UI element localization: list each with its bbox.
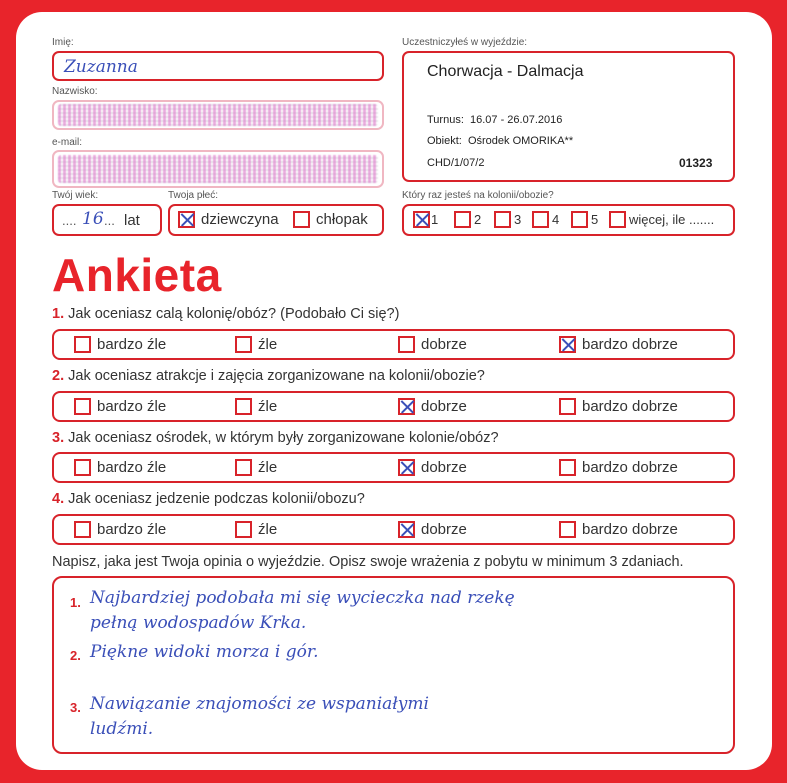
times-checkbox[interactable] xyxy=(413,211,430,228)
opinion-textarea[interactable] xyxy=(52,576,735,754)
q1-checkbox[interactable] xyxy=(398,336,415,353)
opinion-entry-2-num: 2. xyxy=(70,648,81,663)
q4-option-very-bad[interactable]: bardzo źle xyxy=(74,521,166,539)
question-1-options xyxy=(52,329,735,360)
gender-label: Twoja płeć: xyxy=(168,190,219,201)
times-option-2[interactable]: 2 xyxy=(454,211,481,229)
age-value: 16 xyxy=(82,209,104,229)
q1-option-very-bad[interactable]: bardzo źle xyxy=(74,336,166,354)
q3-option-good[interactable]: dobrze xyxy=(398,459,467,477)
name-label: Imię: xyxy=(52,37,74,48)
name-value: Zuzanna xyxy=(64,57,138,77)
trip-label: Uczestniczyłeś w wyjeździe: xyxy=(402,37,528,48)
q1-option-very-good[interactable]: bardzo dobrze xyxy=(559,336,678,354)
gender-option-boy[interactable] xyxy=(293,211,368,229)
gender-option-label: chłopak xyxy=(316,211,368,229)
trip-turnus: Turnus: 16.07 - 26.07.2016 xyxy=(427,114,563,126)
question-1-title: 1. Jak oceniasz calą kolonię/obóz? (Podobało Ci się?) xyxy=(52,306,400,322)
age-unit: lat xyxy=(124,212,140,229)
q3-option-bad[interactable]: źle xyxy=(235,459,277,477)
times-option-1[interactable]: 1 xyxy=(413,211,438,229)
q3-checkbox[interactable] xyxy=(74,459,91,476)
q4-checkbox[interactable] xyxy=(398,521,415,538)
times-option-more[interactable]: więcej, ile ....... xyxy=(609,211,714,229)
times-option-3[interactable]: 3 xyxy=(494,211,521,229)
opinion-entry-3-line-1: Nawiązanie znajomości ze wspaniałymi xyxy=(90,694,429,714)
q2-checkbox[interactable] xyxy=(74,398,91,415)
q2-option-good[interactable]: dobrze xyxy=(398,398,467,416)
trip-code: CHD/1/07/2 xyxy=(427,157,485,169)
email-field[interactable] xyxy=(52,150,384,188)
trip-title: Chorwacja - Dalmacja xyxy=(427,63,584,80)
trip-obiekt: Obiekt: Ośrodek OMORIKA** xyxy=(427,135,574,147)
survey-title: Ankieta xyxy=(52,249,222,301)
q3-checkbox[interactable] xyxy=(398,459,415,476)
q3-option-very-good[interactable]: bardzo dobrze xyxy=(559,459,678,477)
surname-redaction xyxy=(58,104,378,126)
q2-checkbox[interactable] xyxy=(559,398,576,415)
times-checkbox[interactable] xyxy=(454,211,471,228)
q4-option-very-good[interactable]: bardzo dobrze xyxy=(559,521,678,539)
opinion-prompt: Napisz, jaka jest Twoja opinia o wyjeździe. Opisz swoje wrażenia z pobytu w minimum 3 zdaniach. xyxy=(52,554,684,570)
q4-option-bad[interactable]: źle xyxy=(235,521,277,539)
age-label: Twój wiek: xyxy=(52,190,99,201)
question-4-options xyxy=(52,514,735,545)
q2-option-very-bad[interactable]: bardzo źle xyxy=(74,398,166,416)
age-field[interactable]: .... 16 ... lat xyxy=(52,204,162,236)
times-option-5[interactable]: 5 xyxy=(571,211,598,229)
q1-checkbox[interactable] xyxy=(235,336,252,353)
question-2-title: 2. Jak oceniasz atrakcje i zajęcia zorganizowane na kolonii/obozie? xyxy=(52,368,485,384)
times-option-4[interactable]: 4 xyxy=(532,211,559,229)
q3-checkbox[interactable] xyxy=(235,459,252,476)
q4-checkbox[interactable] xyxy=(235,521,252,538)
opinion-entry-1-num: 1. xyxy=(70,595,81,610)
bottom-border xyxy=(0,770,787,783)
opinion-entry-3-num: 3. xyxy=(70,700,81,715)
surname-field[interactable] xyxy=(52,100,384,130)
opinion-entry-1-line-2: pełną wodospadów Krka. xyxy=(90,613,307,633)
times-checkbox[interactable] xyxy=(494,211,511,228)
q1-option-good[interactable]: dobrze xyxy=(398,336,467,354)
times-checkbox[interactable] xyxy=(609,211,626,228)
times-label: Który raz jesteś na kolonii/obozie? xyxy=(402,190,554,201)
times-field xyxy=(402,204,735,236)
times-checkbox[interactable] xyxy=(532,211,549,228)
q1-checkbox[interactable] xyxy=(559,336,576,353)
question-3-title: 3. Jak oceniasz ośrodek, w którym były zorganizowane kolonie/obóz? xyxy=(52,430,499,446)
q3-option-very-bad[interactable]: bardzo źle xyxy=(74,459,166,477)
trip-info-box xyxy=(402,51,735,182)
email-redaction xyxy=(58,155,378,183)
trip-number: 01323 xyxy=(679,156,713,170)
q4-option-good[interactable]: dobrze xyxy=(398,521,467,539)
q3-checkbox[interactable] xyxy=(559,459,576,476)
question-3-options xyxy=(52,452,735,483)
q2-checkbox[interactable] xyxy=(235,398,252,415)
email-label: e-mail: xyxy=(52,137,83,148)
gender-checkbox-girl[interactable] xyxy=(178,211,195,228)
opinion-entry-1-line-1: Najbardziej podobała mi się wycieczka nad rzekę xyxy=(90,588,515,608)
gender-field xyxy=(168,204,384,236)
q2-option-very-good[interactable]: bardzo dobrze xyxy=(559,398,678,416)
q4-checkbox[interactable] xyxy=(559,521,576,538)
gender-option-girl[interactable] xyxy=(178,211,279,229)
question-2-options xyxy=(52,391,735,422)
opinion-entry-2-line-1: Piękne widoki morza i gór. xyxy=(90,642,319,662)
q2-checkbox[interactable] xyxy=(398,398,415,415)
q4-checkbox[interactable] xyxy=(74,521,91,538)
q1-checkbox[interactable] xyxy=(74,336,91,353)
question-4-title: 4. Jak oceniasz jedzenie podczas kolonii/obozu? xyxy=(52,491,365,507)
q2-option-bad[interactable]: źle xyxy=(235,398,277,416)
opinion-entry-3-line-2: ludźmi. xyxy=(90,719,154,739)
gender-checkbox-boy[interactable] xyxy=(293,211,310,228)
times-checkbox[interactable] xyxy=(571,211,588,228)
gender-option-label: dziewczyna xyxy=(201,211,279,229)
name-field[interactable] xyxy=(52,51,384,81)
q1-option-bad[interactable]: źle xyxy=(235,336,277,354)
surname-label: Nazwisko: xyxy=(52,86,98,97)
